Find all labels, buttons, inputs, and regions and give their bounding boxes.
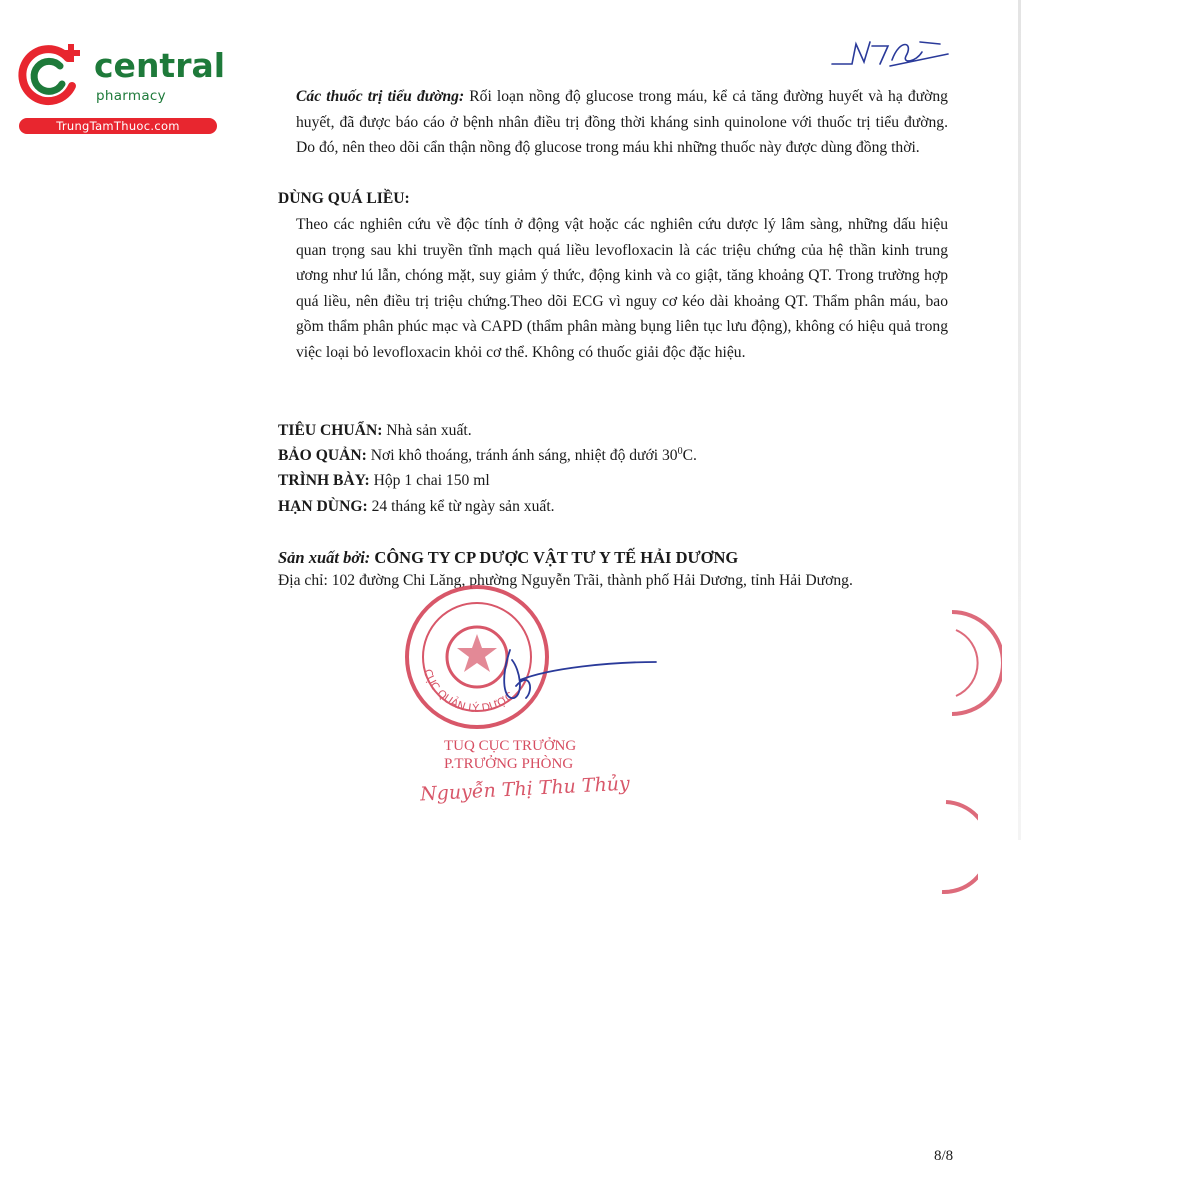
director-signature bbox=[490, 640, 660, 710]
expiry-line bbox=[278, 498, 555, 516]
page-edge bbox=[1018, 0, 1021, 840]
expiry-value: 24 tháng kể từ ngày sản xuất. bbox=[367, 498, 555, 515]
approval-line1: TUQ CỤC TRƯỞNG bbox=[444, 738, 577, 754]
logo-brand: central bbox=[94, 46, 226, 85]
approval-signer: Nguyễn Thị Thu Thủy bbox=[419, 772, 631, 806]
diabetes-label: Các thuốc trị tiểu đường: bbox=[296, 88, 465, 105]
pack-line bbox=[278, 472, 490, 490]
storage-line bbox=[278, 446, 697, 465]
partial-stamp-lower bbox=[928, 800, 978, 895]
document-page bbox=[180, 0, 1020, 1200]
overdose-text: Theo các nghiên cứu về độc tính ở động vật hoặc các nghiên cứu dược lý lâm sàng, những dấu hiệu quan trọng sau khi truyền tĩnh mạch quá liều levofloxacin là các triệu chứng của hệ thần kinh trung ương như lú lẫn, chóng mặt, suy giảm ý thức, động kinh và co giật, tăng khoảng QT. Trong trường hợp quá liều, nên điều trị triệu chứng.Theo dõi ECG vì nguy cơ kéo dài khoảng QT. Thẩm phân máu, bao gồm thẩm phân phúc mạc và CAPD (thẩm phân màng bụng liên tục lưu động), không có hiệu quả trong việc loại bỏ levofloxacin khỏi cơ thể. Không có thuốc giải độc đặc hiệu. bbox=[296, 216, 948, 361]
pack-label: TRÌNH BÀY: bbox=[278, 472, 370, 489]
storage-sup: 0 bbox=[677, 446, 683, 457]
logo-url: TrungTamThuoc.com bbox=[19, 118, 217, 134]
manufacturer-address: Địa chỉ: 102 đường Chi Lăng, phường Nguyễn Trãi, thành phố Hải Dương, tỉnh Hải Dương. bbox=[278, 572, 853, 589]
standard-line bbox=[278, 422, 472, 440]
storage-value: Nơi khô thoáng, tránh ánh sáng, nhiệt độ dưới 30 bbox=[366, 447, 678, 465]
expiry-label: HẠN DÙNG: bbox=[278, 498, 368, 515]
approval-line2: P.TRƯỞNG PHÒNG bbox=[444, 756, 574, 772]
storage-label: BẢO QUẢN: bbox=[278, 447, 367, 465]
central-pharmacy-logo bbox=[8, 36, 226, 140]
storage-unit: C. bbox=[682, 447, 697, 465]
manufacturer-line bbox=[278, 548, 738, 568]
diabetes-text: Rối loạn nồng độ glucose trong máu, kể cả tăng đường huyết và hạ đường huyết, đã được báo cáo ở bệnh nhân điều trị đồng thời kháng sinh quinolone với thuốc trị tiểu đường. Do đó, nên theo dõi cẩn thận nồng độ glucose trong máu khi những thuốc này được dùng đồng thời. bbox=[296, 88, 948, 156]
page-number: 8/8 bbox=[934, 1148, 954, 1164]
pharmacy-c-icon bbox=[16, 42, 84, 110]
standard-value: Nhà sản xuất. bbox=[382, 422, 472, 439]
manufacturer-name: CÔNG TY CP DƯỢC VẬT TƯ Y TẾ HẢI DƯƠNG bbox=[370, 548, 739, 567]
overdose-heading: DÙNG QUÁ LIỀU: bbox=[278, 190, 410, 207]
standard-label: TIÊU CHUẨN: bbox=[278, 422, 383, 439]
initials-signature bbox=[830, 34, 950, 74]
partial-stamp-right bbox=[942, 608, 1002, 718]
stamp-text: CỤC QUẢN LÝ DƯỢC bbox=[420, 667, 517, 716]
pack-value: Hộp 1 chai 150 ml bbox=[369, 472, 490, 489]
diabetes-paragraph bbox=[296, 84, 948, 161]
manufacturer-label: Sản xuất bởi: bbox=[278, 548, 371, 567]
logo-sub: pharmacy bbox=[96, 88, 166, 104]
